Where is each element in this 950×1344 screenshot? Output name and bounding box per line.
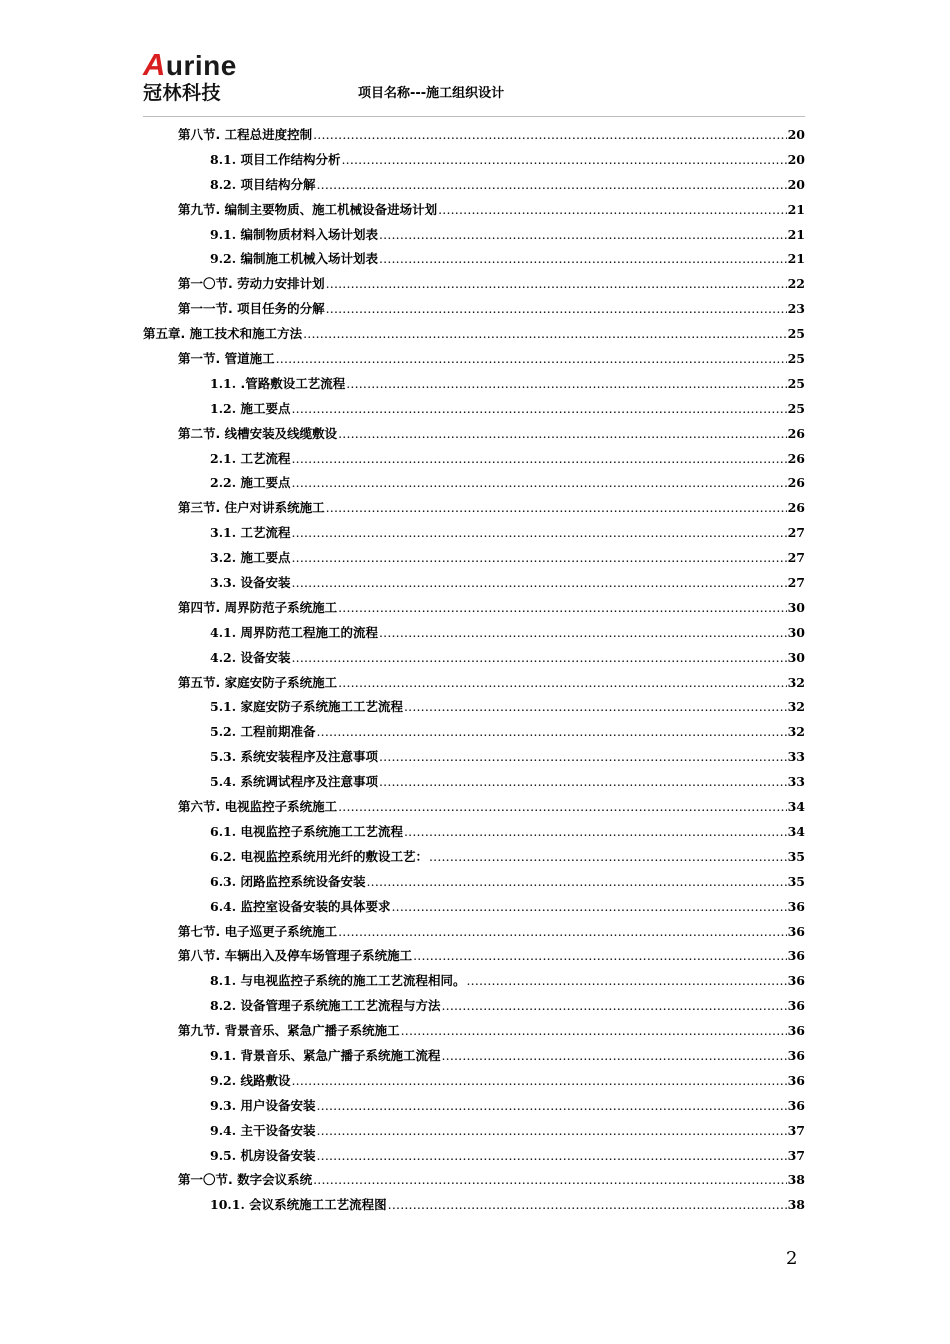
toc-dot-leader — [326, 276, 787, 291]
toc-entry-title: 用户设备安装 — [240, 1097, 316, 1113]
toc-entry-number: 2.1. — [210, 450, 237, 466]
toc-entry-title: 主干设备安装 — [240, 1122, 316, 1138]
toc-entry-label — [178, 200, 437, 218]
toc-entry-title: 第二节. 线槽安装及线缆敷设 — [178, 425, 338, 441]
toc-entry-page: 20 — [787, 176, 805, 192]
toc-entry-page: 36 — [787, 1047, 805, 1063]
logo-chinese-name: 冠林科技 — [143, 82, 222, 104]
toc-entry-label — [210, 623, 378, 641]
toc-entry-title: 第九节. 编制主要物质、施工机械设备进场计划 — [178, 201, 438, 217]
toc-entry-label — [210, 1046, 440, 1064]
toc-entry-label — [210, 996, 440, 1014]
toc-entry-title: 施工要点 — [240, 475, 291, 491]
toc-dot-leader — [341, 152, 786, 167]
toc-entry[interactable] — [143, 922, 805, 947]
toc-entry-label — [210, 772, 378, 790]
toc-dot-leader — [313, 127, 786, 142]
toc-entry-page: 30 — [787, 649, 805, 665]
toc-dot-leader — [276, 351, 787, 366]
toc-entry-title: 编制物质材料入场计划表 — [240, 226, 378, 242]
toc-entry-label — [210, 747, 378, 765]
toc-entry-label — [210, 822, 403, 840]
toc-dot-leader — [316, 1123, 786, 1138]
logo-initial: A — [143, 47, 166, 82]
toc-entry[interactable] — [143, 299, 805, 324]
toc-entry-page: 35 — [787, 873, 805, 889]
toc-entry-number: 5.4. — [210, 774, 237, 790]
toc-entry-label — [210, 1071, 290, 1089]
toc-entry-number: 9.4. — [210, 1122, 237, 1138]
toc-entry-title: 施工要点 — [240, 400, 291, 416]
toc-dot-leader — [466, 973, 786, 988]
toc-entry[interactable] — [143, 200, 805, 225]
company-logo — [143, 47, 243, 104]
toc-entry[interactable] — [143, 648, 805, 673]
toc-entry-title: 第一〇节. 数字会议系统 — [178, 1172, 313, 1188]
toc-entry-page: 21 — [787, 201, 805, 217]
toc-entry-title: 会议系统施工工艺流程图 — [249, 1197, 387, 1213]
toc-dot-leader — [379, 749, 787, 764]
toc-entry-number: 8.1. — [210, 973, 237, 989]
toc-entry-page: 36 — [787, 948, 805, 964]
toc-dot-leader — [291, 475, 786, 490]
toc-entry-label — [210, 523, 290, 541]
toc-entry[interactable] — [143, 399, 805, 424]
toc-entry-title: 第七节. 电子巡更子系统施工 — [178, 923, 338, 939]
toc-entry[interactable] — [143, 996, 805, 1021]
toc-entry-number: 2.2. — [210, 475, 237, 491]
toc-entry-page: 25 — [787, 400, 805, 416]
toc-dot-leader — [379, 774, 787, 789]
toc-entry[interactable] — [143, 847, 805, 872]
toc-entry[interactable] — [143, 623, 805, 648]
toc-dot-leader — [441, 998, 786, 1013]
toc-entry-label — [210, 225, 378, 243]
logo-text: urine — [165, 50, 237, 81]
toc-entry-label — [210, 648, 290, 666]
toc-entry-number: 8.2. — [210, 998, 237, 1014]
toc-entry[interactable] — [143, 722, 805, 747]
toc-entry-number: 9.2. — [210, 1072, 237, 1088]
toc-entry-number: 5.1. — [210, 699, 237, 715]
toc-entry-title: 第五节. 家庭安防子系统施工 — [178, 674, 338, 690]
toc-entry[interactable] — [143, 324, 805, 349]
toc-entry-title: 工艺流程 — [240, 450, 291, 466]
toc-dot-leader — [316, 1098, 786, 1113]
toc-entry-label — [210, 175, 315, 193]
toc-dot-leader — [338, 799, 786, 814]
toc-entry-page: 36 — [787, 1072, 805, 1088]
toc-entry-number: 1.2. — [210, 400, 237, 416]
toc-entry-page: 34 — [787, 799, 805, 815]
toc-entry[interactable] — [143, 349, 805, 374]
toc-entry-label — [178, 922, 337, 940]
toc-entry-title: 第一节. 管道施工 — [178, 351, 275, 367]
toc-entry-page: 26 — [787, 475, 805, 491]
toc-entry-page: 33 — [787, 749, 805, 765]
toc-entry-title: 第一一节. 项目任务的分解 — [178, 301, 325, 317]
toc-dot-leader — [316, 177, 786, 192]
toc-entry-title: 编制施工机械入场计划表 — [240, 251, 378, 267]
toc-entry-label — [210, 548, 290, 566]
toc-entry[interactable] — [143, 872, 805, 897]
toc-entry-page: 32 — [787, 724, 805, 740]
toc-entry-title: 第八节. 工程总进度控制 — [178, 127, 313, 142]
toc-entry[interactable] — [143, 897, 805, 922]
toc-dot-leader — [429, 849, 787, 864]
toc-entry-title: 设备安装 — [240, 649, 291, 665]
toc-entry-page: 38 — [787, 1172, 805, 1188]
toc-entry-title: .管路敷设工艺流程 — [240, 375, 346, 391]
toc-entry-label — [178, 946, 412, 964]
toc-entry-title: 电视监控系统用光纤的敷设工艺： — [240, 848, 428, 864]
toc-entry[interactable] — [143, 225, 805, 250]
toc-entry[interactable] — [143, 498, 805, 523]
toc-dot-leader — [379, 251, 787, 266]
toc-entry-number: 10.1. — [210, 1197, 245, 1213]
table-of-contents — [143, 125, 805, 1220]
toc-dot-leader — [404, 699, 787, 714]
toc-entry-title: 施工要点 — [240, 550, 291, 566]
toc-entry-page: 21 — [787, 251, 805, 267]
toc-entry[interactable] — [143, 797, 805, 822]
toc-entry-label — [210, 1195, 387, 1213]
toc-entry-label — [210, 449, 290, 467]
toc-entry-page: 32 — [787, 674, 805, 690]
toc-entry-page: 26 — [787, 450, 805, 466]
toc-entry[interactable] — [143, 1146, 805, 1171]
toc-entry-page: 37 — [787, 1147, 805, 1163]
toc-entry-number: 6.3. — [210, 873, 237, 889]
toc-entry-title: 线路敷设 — [240, 1072, 291, 1088]
toc-dot-leader — [291, 550, 786, 565]
toc-entry[interactable] — [143, 598, 805, 623]
toc-entry-label — [178, 598, 337, 616]
toc-dot-leader — [391, 899, 786, 914]
toc-entry-page: 33 — [787, 774, 805, 790]
toc-dot-leader — [379, 227, 787, 242]
toc-entry[interactable] — [143, 473, 805, 498]
toc-entry-number: 6.1. — [210, 823, 237, 839]
toc-entry[interactable] — [143, 1021, 805, 1046]
toc-dot-leader — [413, 948, 786, 963]
toc-entry-title: 周界防范工程施工的流程 — [240, 624, 378, 640]
toc-entry-page: 32 — [787, 699, 805, 715]
toc-entry-page: 27 — [787, 550, 805, 566]
toc-entry[interactable] — [143, 523, 805, 548]
toc-dot-leader — [291, 1073, 786, 1088]
toc-entry-title: 设备安装 — [240, 575, 291, 591]
toc-dot-leader — [338, 600, 786, 615]
toc-entry[interactable] — [143, 1170, 805, 1195]
toc-entry[interactable] — [143, 449, 805, 474]
toc-entry-page: 26 — [787, 425, 805, 441]
toc-entry-label — [210, 897, 390, 915]
toc-entry[interactable] — [143, 548, 805, 573]
toc-entry-title: 第五章. 施工技术和施工方法 — [143, 326, 303, 342]
toc-entry-label — [178, 349, 275, 367]
toc-entry-number: 3.2. — [210, 550, 237, 566]
toc-entry[interactable] — [143, 772, 805, 797]
toc-dot-leader — [313, 1172, 786, 1187]
toc-dot-leader — [441, 1048, 786, 1063]
toc-entry-title: 背景音乐、紧急广播子系统施工流程 — [240, 1047, 441, 1063]
toc-entry-title: 第九节. 背景音乐、紧急广播子系统施工 — [178, 1023, 400, 1039]
toc-entry-label — [178, 797, 337, 815]
document-title: 项目名称---施工组织设计 — [358, 86, 505, 101]
toc-entry-title: 闭路监控系统设备安装 — [240, 873, 366, 889]
toc-entry-number: 8.1. — [210, 151, 237, 167]
toc-entry-title: 设备管理子系统施工工艺流程与方法 — [240, 998, 441, 1014]
toc-entry-number: 6.2. — [210, 848, 237, 864]
toc-dot-leader — [438, 202, 786, 217]
toc-entry-label — [210, 847, 428, 865]
toc-dot-leader — [346, 376, 786, 391]
toc-entry-title: 第三节. 住户对讲系统施工 — [178, 500, 325, 516]
toc-entry-label — [178, 299, 325, 317]
toc-entry-page: 27 — [787, 525, 805, 541]
toc-dot-leader — [326, 301, 787, 316]
toc-dot-leader — [326, 500, 787, 515]
toc-entry-title: 第八节. 车辆出入及停车场管理子系统施工 — [178, 948, 413, 964]
toc-entry-title: 工程前期准备 — [240, 724, 316, 740]
toc-entry-label — [210, 1096, 315, 1114]
toc-entry[interactable] — [143, 573, 805, 598]
toc-entry[interactable] — [143, 971, 805, 996]
toc-entry[interactable] — [143, 946, 805, 971]
toc-entry[interactable] — [143, 673, 805, 698]
toc-entry-number: 3.1. — [210, 525, 237, 541]
toc-entry-label — [210, 150, 340, 168]
toc-dot-leader — [404, 824, 787, 839]
toc-entry[interactable] — [143, 1071, 805, 1096]
toc-entry-page: 27 — [787, 575, 805, 591]
toc-entry-title: 电视监控子系统施工工艺流程 — [240, 823, 403, 839]
toc-dot-leader — [366, 874, 786, 889]
toc-entry[interactable] — [143, 125, 805, 150]
toc-dot-leader — [338, 675, 786, 690]
toc-entry-label — [210, 573, 290, 591]
toc-dot-leader — [338, 426, 786, 441]
toc-entry-page: 38 — [787, 1197, 805, 1213]
toc-entry-label — [178, 274, 325, 292]
toc-entry-number: 5.3. — [210, 749, 237, 765]
toc-entry-page: 36 — [787, 898, 805, 914]
toc-entry-page: 30 — [787, 624, 805, 640]
toc-entry-page: 25 — [787, 375, 805, 391]
toc-entry-number: 6.4. — [210, 898, 237, 914]
toc-entry[interactable] — [143, 150, 805, 175]
toc-entry-label — [178, 498, 325, 516]
toc-entry-page: 36 — [787, 998, 805, 1014]
toc-dot-leader — [379, 625, 787, 640]
toc-entry[interactable] — [143, 1195, 805, 1220]
toc-entry[interactable] — [143, 1046, 805, 1071]
toc-entry-number: 1.1. — [210, 375, 237, 391]
toc-entry-title: 系统安装程序及注意事项 — [240, 749, 378, 765]
toc-entry-title: 第四节. 周界防范子系统施工 — [178, 599, 338, 615]
toc-entry-page: 36 — [787, 1023, 805, 1039]
toc-entry[interactable] — [143, 747, 805, 772]
toc-dot-leader — [303, 326, 786, 341]
toc-entry-number: 9.3. — [210, 1097, 237, 1113]
toc-entry-page: 26 — [787, 500, 805, 516]
toc-entry-title: 第一〇节. 劳动力安排计划 — [178, 276, 325, 292]
toc-entry[interactable] — [143, 274, 805, 299]
toc-entry-page: 34 — [787, 823, 805, 839]
toc-dot-leader — [291, 650, 786, 665]
toc-dot-leader — [316, 724, 786, 739]
toc-entry-label — [178, 673, 337, 691]
toc-entry-label — [178, 1170, 312, 1188]
toc-entry-title: 第六节. 电视监控子系统施工 — [178, 799, 338, 815]
toc-entry[interactable] — [143, 697, 805, 722]
toc-entry-number: 5.2. — [210, 724, 237, 740]
toc-dot-leader — [316, 1148, 786, 1163]
toc-entry-label — [143, 324, 302, 342]
toc-dot-leader — [291, 451, 786, 466]
toc-entry-number: 4.2. — [210, 649, 237, 665]
toc-entry-page: 30 — [787, 599, 805, 615]
toc-entry-label — [178, 125, 312, 143]
toc-entry-page: 37 — [787, 1122, 805, 1138]
toc-entry-number: 9.1. — [210, 1047, 237, 1063]
toc-entry-number: 9.1. — [210, 226, 237, 242]
toc-entry-label — [210, 249, 378, 267]
toc-entry-title: 家庭安防子系统施工工艺流程 — [240, 699, 403, 715]
toc-entry-page: 22 — [787, 276, 805, 292]
toc-entry-label — [210, 473, 290, 491]
toc-entry[interactable] — [143, 822, 805, 847]
toc-entry[interactable] — [143, 1121, 805, 1146]
toc-entry-page: 36 — [787, 973, 805, 989]
toc-entry-page: 21 — [787, 226, 805, 242]
toc-entry-label — [210, 872, 365, 890]
toc-dot-leader — [401, 1023, 787, 1038]
toc-entry-label — [210, 971, 465, 989]
toc-entry-page: 25 — [787, 351, 805, 367]
toc-entry-label — [210, 722, 315, 740]
toc-entry-title: 机房设备安装 — [240, 1147, 316, 1163]
toc-entry-number: 4.1. — [210, 624, 237, 640]
toc-entry-title: 项目工作结构分析 — [240, 151, 341, 167]
toc-entry-page: 20 — [787, 127, 805, 142]
toc-entry-number: 8.2. — [210, 176, 237, 192]
toc-entry-title: 项目结构分解 — [240, 176, 316, 192]
toc-entry-page: 35 — [787, 848, 805, 864]
toc-entry[interactable] — [143, 249, 805, 274]
logo-wordmark — [143, 47, 243, 82]
toc-entry-title: 工艺流程 — [240, 525, 291, 541]
header-divider — [143, 116, 805, 117]
toc-entry-number: 9.5. — [210, 1147, 237, 1163]
toc-entry-label — [210, 399, 290, 417]
toc-entry-page: 36 — [787, 1097, 805, 1113]
toc-dot-leader — [388, 1197, 787, 1212]
toc-entry-title: 与电视监控子系统的施工工艺流程相同。 — [240, 973, 466, 989]
toc-entry[interactable] — [143, 374, 805, 399]
toc-entry-page: 23 — [787, 301, 805, 317]
toc-entry[interactable] — [143, 424, 805, 449]
toc-entry-page: 36 — [787, 923, 805, 939]
toc-entry-label — [210, 1121, 315, 1139]
toc-entry-title: 系统调试程序及注意事项 — [240, 774, 378, 790]
toc-entry-label — [210, 374, 345, 392]
toc-entry-page: 20 — [787, 151, 805, 167]
toc-entry-label — [210, 1146, 315, 1164]
toc-entry-page: 25 — [787, 326, 805, 342]
toc-entry-label — [178, 1021, 400, 1039]
toc-dot-leader — [291, 575, 786, 590]
toc-entry-label — [178, 424, 337, 442]
toc-entry-number: 9.2. — [210, 251, 237, 267]
toc-entry[interactable] — [143, 175, 805, 200]
toc-dot-leader — [291, 401, 786, 416]
toc-entry-number: 3.3. — [210, 575, 237, 591]
toc-entry-label — [210, 697, 403, 715]
toc-entry-title: 监控室设备安装的具体要求 — [240, 898, 391, 914]
toc-dot-leader — [291, 525, 786, 540]
toc-entry[interactable] — [143, 1096, 805, 1121]
page-number: 2 — [786, 1248, 798, 1269]
toc-dot-leader — [338, 924, 786, 939]
